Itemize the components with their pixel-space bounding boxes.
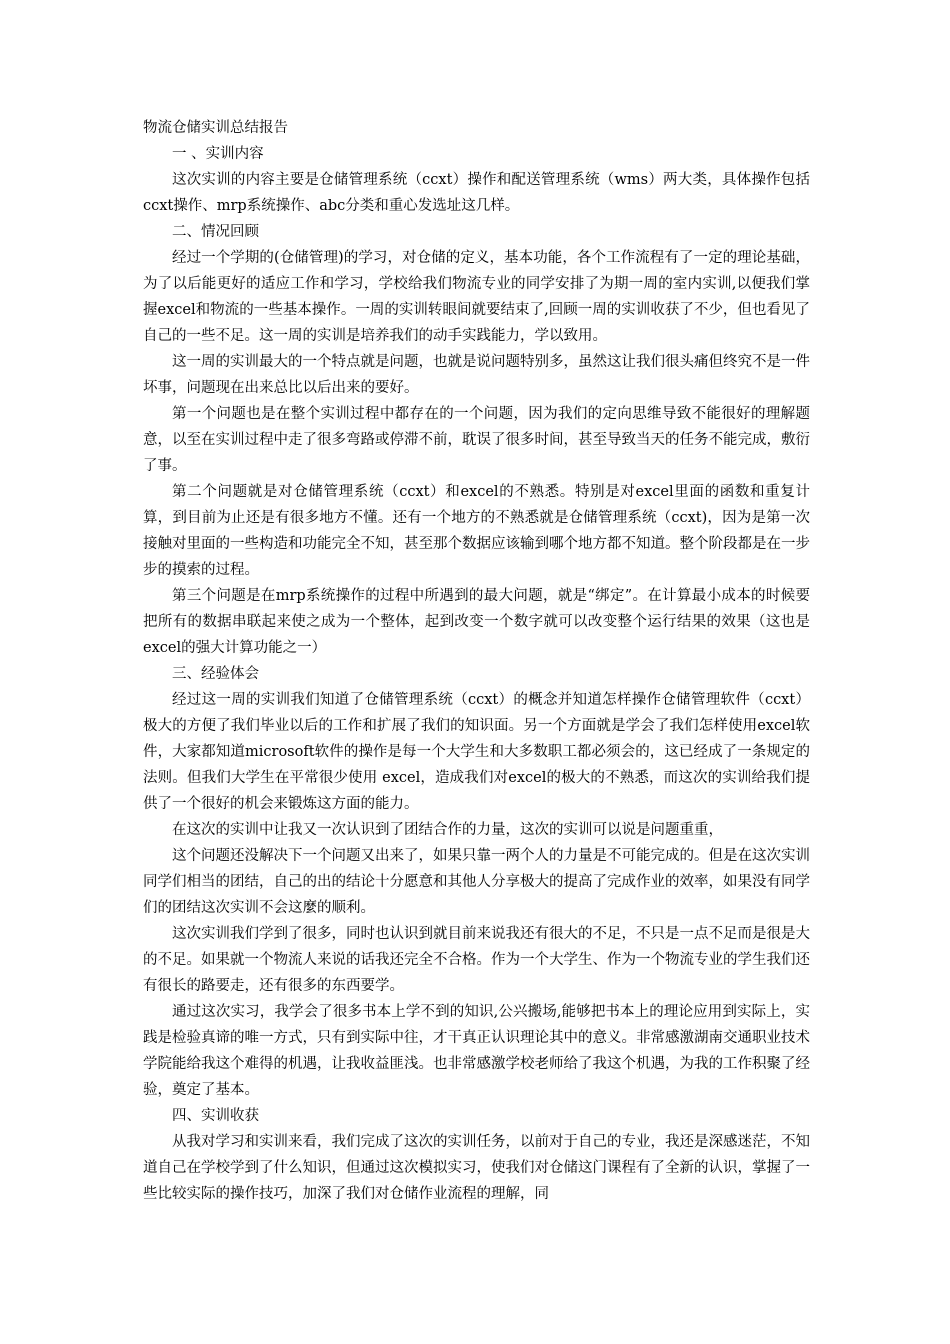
paragraph: 在这次的实训中让我又一次认识到了团结合作的力量，这次的实训可以说是问题重重，: [172, 822, 723, 838]
paragraph: 第三个问题是在mrp系统操作的过程中所遇到的最大问题，就是“绑定”。在计算最小成本的时候要把所有的数据串联起来使之成为一个整体，起到改变一个数字就可以改变整个运行结果的效果（这也是excel的强大计算功能之一）: [143, 588, 810, 656]
paragraph: 这一周的实训最大的一个特点就是问题，也就是说问题特别多，虽然这让我们很头痛但终究不是一件坏事，问题现在出来总比以后出来的要好。: [143, 354, 810, 396]
section-heading: 四、实训收获: [172, 1108, 259, 1124]
paragraph: 第二个问题就是对仓储管理系统（ccxt）和excel的不熟悉。特别是对excel里面的函数和重复计算，到目前为止还是有很多地方不懂。还有一个地方的不熟悉就是仓储管理系统（ccxt)，因为是第一次接触对里面的一些构造和功能完全不知，甚至那个数据应该输到哪个地方都不知道。整个阶段都是在一步步的摸索的过程。: [143, 484, 810, 578]
paragraph: 第一个问题也是在整个实训过程中都存在的一个问题，因为我们的定向思维导致不能很好的理解题意，以至在实训过程中走了很多弯路或停滞不前，耽误了很多时间，甚至导致当天的任务不能完成，敷衍了事。: [143, 406, 810, 474]
paragraph: 经过这一周的实训我们知道了仓储管理系统（ccxt）的概念并知道怎样操作仓储管理软件（ccxt）极大的方便了我们毕业以后的工作和扩展了我们的知识面。另一个方面就是学会了我们怎样使用excel软件，大家都知道microsoft软件的操作是每一个大学生和大多数职工都必须会的，这已经成了一条规定的法则。但我们大学生在平常很少使用 excel，造成我们对excel的极大的不熟悉，而这次的实训给我们提供了一个很好的机会来锻炼这方面的能力。: [143, 692, 810, 812]
paragraph: 这次实训我们学到了很多，同时也认识到就目前来说我还有很大的不足，不只是一点不足而是很是大的不足。如果就一个物流人来说的话我还完全不合格。作为一个大学生、作为一个物流专业的学生我们还有很长的路要走，还有很多的东西要学。: [143, 926, 810, 994]
paragraph: 这个问题还没解决下一个问题又出来了，如果只靠一两个人的力量是不可能完成的。但是在这次实训同学们相当的团结，自己的出的结论十分愿意和其他人分享极大的提高了完成作业的效率，如果没有同学们的团结这次实训不会这麼的顺利。: [143, 848, 810, 916]
document-page: [143, 115, 810, 1207]
paragraph: 从我对学习和实训来看，我们完成了这次的实训任务，以前对于自己的专业，我还是深感迷茫，不知道自己在学校学到了什么知识，但通过这次模拟实习，使我们对仓储这门课程有了全新的认识，掌握了一些比较实际的操作技巧，加深了我们对仓储作业流程的理解，同: [143, 1134, 810, 1202]
paragraph: 通过这次实习，我学会了很多书本上学不到的知识,公兴搬场,能够把书本上的理论应用到实际上，实践是检验真谛的唯一方式，只有到实际中往，才干真正认识理论其中的意义。非常感激湖南交通职业技术学院能给我这个难得的机遇，让我收益匪浅。也非常感激学校老师给了我这个机遇，为我的工作积聚了经验，奠定了基本。: [143, 1004, 810, 1098]
paragraph: 这次实训的内容主要是仓储管理系统（ccxt）操作和配送管理系统（wms）两大类，具体操作包括ccxt操作、mrp系统操作、abc分类和重心发选址这几样。: [143, 172, 810, 214]
section-heading: 三、经验体会: [172, 666, 259, 682]
document-title: 物流仓储实训总结报告: [143, 120, 288, 136]
section-heading: 一 、实训内容: [172, 146, 264, 162]
section-heading: 二、情况回顾: [172, 224, 259, 240]
document-body: [143, 141, 810, 1207]
paragraph: 经过一个学期的(仓储管理)的学习，对仓储的定义，基本功能，各个工作流程有了一定的理论基础，为了以后能更好的适应工作和学习，学校给我们物流专业的同学安排了为期一周的室内实训,以便我们掌握excel和物流的一些基本操作。一周的实训转眼间就要结束了,回顾一周的实训收获了不少，但也看见了自己的一些不足。这一周的实训是培养我们的动手实践能力，学以致用。: [143, 250, 810, 344]
